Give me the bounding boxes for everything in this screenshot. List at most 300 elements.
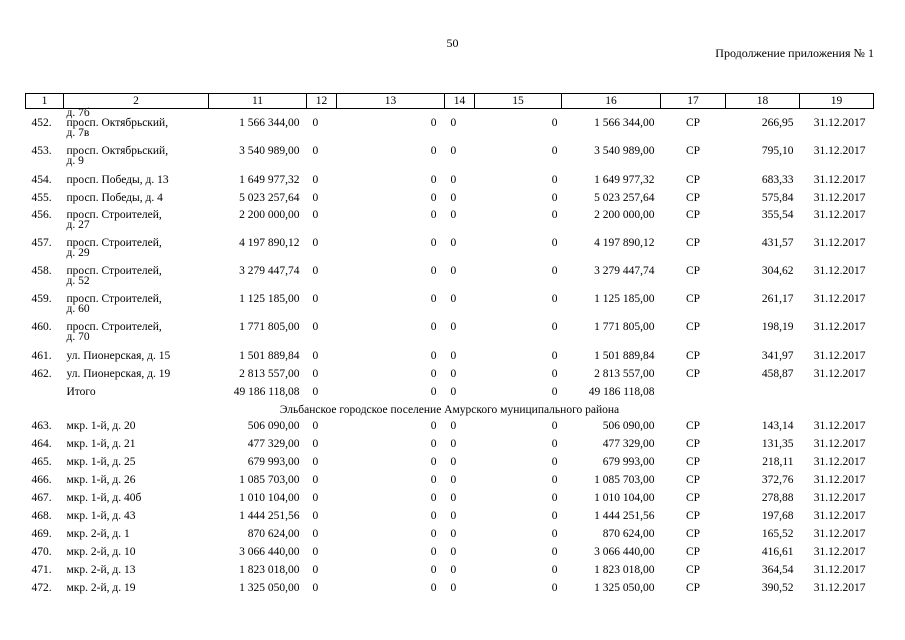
value-cell: 0 [450,368,457,380]
address-line: просп. Строителей, [66,209,162,221]
date-cell: 31.12.2017 [813,321,866,333]
value-cell: 0 [551,456,558,468]
date-cell: 31.12.2017 [813,492,866,504]
value-cell: 5 023 257,64 [239,192,300,204]
code-cell: СР [685,456,701,468]
value-cell: 1 010 104,00 [239,492,300,504]
value-cell: 0 [430,117,437,129]
column-header: 11 [209,94,307,109]
value-cell: 0 [430,145,437,157]
value-cell: 0 [312,510,319,522]
code-cell: СР [685,237,701,249]
row-number: 464. [31,438,52,450]
value-cell: 131,35 [761,438,794,450]
column-header: 14 [445,94,475,109]
value-cell: 1 444 251,56 [594,510,655,522]
column-header: 12 [307,94,337,109]
value-cell: 0 [450,209,457,221]
value-cell: 0 [450,350,457,362]
row-number: 466. [31,474,52,486]
date-cell: 31.12.2017 [813,209,866,221]
code-cell: СР [685,192,701,204]
value-cell: 0 [551,174,558,186]
value-cell: 372,76 [761,474,794,486]
row-number: 467. [31,492,52,504]
date-cell: 31.12.2017 [813,117,866,129]
value-cell: 1 649 977,32 [594,174,655,186]
value-cell: 1 823 018,00 [239,564,300,576]
value-cell: 1 325 050,00 [239,582,300,594]
value-cell: 0 [430,510,437,522]
address-cell [64,420,209,438]
date-cell: 31.12.2017 [813,368,866,380]
row-number: 462. [31,368,52,380]
table-row [26,528,874,546]
address-cell [64,368,209,386]
row-number: 458. [31,265,52,277]
address-line: д. 70 [66,331,90,343]
data-table [25,93,874,600]
value-cell: 0 [551,293,558,305]
value-cell: 3 066 440,00 [239,546,300,558]
value-cell: 679 993,00 [602,456,655,468]
value-cell: 1 501 889,84 [594,350,655,362]
value-cell: 0 [312,192,319,204]
section-title: Эльбанское городское поселение Амурского муниципального района [279,404,620,416]
empty-cell [661,386,726,404]
address-line: д. 29 [66,247,90,259]
value-cell: 0 [551,528,558,540]
row-number: 470. [31,546,52,558]
total-value: 0 [312,386,319,398]
value-cell: 0 [551,564,558,576]
value-cell: 0 [450,265,457,277]
table-row [26,474,874,492]
value-cell: 0 [312,528,319,540]
column-header: 15 [475,94,562,109]
address-line: просп. Строителей, [66,237,162,249]
value-cell: 0 [312,321,319,333]
row-number: 456. [31,209,52,221]
value-cell: 0 [312,546,319,558]
table-row [26,456,874,474]
row-number: 463. [31,420,52,432]
table-row [26,438,874,456]
value-cell: 0 [430,456,437,468]
value-cell: 575,84 [761,192,794,204]
date-cell: 31.12.2017 [813,474,866,486]
empty-cell [26,386,64,404]
value-cell: 197,68 [761,510,794,522]
value-cell: 0 [450,174,457,186]
table-row [26,564,874,582]
value-cell: 1 325 050,00 [594,582,655,594]
value-cell: 0 [430,321,437,333]
address-cell [64,564,209,582]
value-cell: 1 125 185,00 [594,293,655,305]
value-cell: 0 [450,492,457,504]
value-cell: 0 [430,420,437,432]
value-cell: 0 [450,145,457,157]
column-header: 13 [337,94,445,109]
table-row [26,368,874,386]
value-cell: 0 [430,237,437,249]
value-cell: 278,88 [761,492,794,504]
value-cell: 1 771 805,00 [594,321,655,333]
continuation-note: Продолжение приложения № 1 [715,46,874,60]
value-cell: 0 [450,237,457,249]
address-cell [64,266,209,294]
value-cell: 2 200 000,00 [594,209,655,221]
value-cell: 416,61 [761,546,794,558]
address-cell [64,294,209,322]
table-row [26,492,874,510]
value-cell: 0 [450,474,457,486]
value-cell: 0 [450,582,457,594]
value-cell: 0 [551,350,558,362]
value-cell: 0 [430,174,437,186]
value-cell: 0 [551,192,558,204]
total-value: 49 186 118,08 [233,386,300,398]
value-cell: 198,19 [761,321,794,333]
value-cell: 506 090,00 [602,420,655,432]
address-cell [64,474,209,492]
row-number: 452. [31,117,52,129]
code-cell: СР [685,474,701,486]
address-line: просп. Победы, д. 13 [66,174,169,186]
value-cell: 218,11 [762,456,794,468]
row-number: 469. [31,528,52,540]
value-cell: 0 [450,528,457,540]
code-cell: СР [685,209,701,221]
value-cell: 3 279 447,74 [594,265,655,277]
value-cell: 0 [430,350,437,362]
value-cell: 0 [551,117,558,129]
value-cell: 477 329,00 [247,438,300,450]
code-cell: СР [685,174,701,186]
address-line: ул. Пионерская, д. 15 [66,350,171,362]
address-line: просп. Октябрьский, [66,145,169,157]
value-cell: 0 [450,192,457,204]
value-cell: 0 [430,546,437,558]
value-cell: 0 [450,564,457,576]
value-cell: 4 197 890,12 [239,237,300,249]
code-cell: СР [685,564,701,576]
value-cell: 0 [430,528,437,540]
row-number: 459. [31,293,52,305]
value-cell: 0 [312,474,319,486]
address-cell [64,510,209,528]
code-cell: СР [685,117,701,129]
address-fragment: д. 7б [66,107,90,119]
total-label: Итого [66,386,96,398]
date-cell: 31.12.2017 [813,528,866,540]
value-cell: 3 279 447,74 [239,265,300,277]
value-cell: 1 771 805,00 [239,321,300,333]
table-row [26,510,874,528]
column-header: 1 [26,94,64,109]
address-line: д. 27 [66,219,90,231]
table-row [26,420,874,438]
date-cell: 31.12.2017 [813,582,866,594]
value-cell: 0 [450,117,457,129]
value-cell: 0 [551,546,558,558]
value-cell: 0 [551,510,558,522]
value-cell: 0 [312,492,319,504]
value-cell: 0 [450,546,457,558]
value-cell: 261,17 [761,293,794,305]
value-cell: 0 [551,438,558,450]
value-cell: 1 010 104,00 [594,492,655,504]
value-cell: 364,54 [761,564,794,576]
column-header: 17 [661,94,726,109]
address-cell [64,192,209,210]
value-cell: 0 [430,474,437,486]
address-line: просп. Победы, д. 4 [66,192,163,204]
value-cell: 0 [430,192,437,204]
value-cell: 2 813 557,00 [239,368,300,380]
address-cell [64,350,209,368]
code-cell: СР [685,368,701,380]
value-cell: 870 624,00 [602,528,655,540]
value-cell: 1 649 977,32 [239,174,300,186]
row-number: 472. [31,582,52,594]
address-cell [64,438,209,456]
table-row [26,118,874,146]
value-cell: 0 [430,293,437,305]
empty-cell [800,386,874,404]
row-number: 460. [31,321,52,333]
value-cell: 266,95 [761,117,794,129]
address-line: д. 9 [66,155,84,167]
address-cell [64,492,209,510]
value-cell: 341,97 [761,350,794,362]
value-cell: 431,57 [761,237,794,249]
row-number: 454. [31,174,52,186]
address-cell [64,582,209,600]
address-line: ул. Пионерская, д. 19 [66,368,171,380]
address-line: д. 60 [66,303,90,315]
table-row [26,192,874,210]
code-cell: СР [685,350,701,362]
table-row [26,582,874,600]
address-line: мкр. 1-й, д. 43 [66,510,136,522]
value-cell: 1 823 018,00 [594,564,655,576]
table-row [26,350,874,368]
value-cell: 0 [450,438,457,450]
value-cell: 683,33 [761,174,794,186]
value-cell: 0 [551,420,558,432]
value-cell: 3 540 989,00 [239,145,300,157]
value-cell: 3 540 989,00 [594,145,655,157]
date-cell: 31.12.2017 [813,420,866,432]
total-row [26,386,874,404]
value-cell: 0 [430,209,437,221]
date-cell: 31.12.2017 [813,546,866,558]
value-cell: 0 [430,564,437,576]
table-row [26,266,874,294]
value-cell: 0 [430,582,437,594]
date-cell: 31.12.2017 [813,510,866,522]
value-cell: 3 066 440,00 [594,546,655,558]
value-cell: 458,87 [761,368,794,380]
date-cell: 31.12.2017 [813,192,866,204]
table-row [26,146,874,174]
date-cell: 31.12.2017 [813,174,866,186]
header-row [26,94,874,109]
address-line: просп. Октябрьский, [66,117,169,129]
total-value: 0 [430,386,437,398]
address-line: мкр. 1-й, д. 21 [66,438,136,450]
value-cell: 0 [551,209,558,221]
column-header: 2 [64,94,209,109]
value-cell: 0 [551,582,558,594]
value-cell: 1 085 703,00 [594,474,655,486]
value-cell: 1 566 344,00 [239,117,300,129]
table-row [26,210,874,238]
value-cell: 0 [312,174,319,186]
value-cell: 304,62 [761,265,794,277]
value-cell: 0 [450,510,457,522]
address-line: мкр. 2-й, д. 10 [66,546,136,558]
value-cell: 5 023 257,64 [594,192,655,204]
value-cell: 0 [551,474,558,486]
value-cell: 165,52 [761,528,794,540]
code-cell: СР [685,528,701,540]
value-cell: 0 [450,456,457,468]
code-cell: СР [685,145,701,157]
value-cell: 0 [312,117,319,129]
total-value: 49 186 118,08 [588,386,655,398]
value-cell: 0 [551,321,558,333]
address-line: просп. Строителей, [66,321,162,333]
section-row [26,404,874,420]
value-cell: 0 [430,438,437,450]
value-cell: 0 [312,564,319,576]
value-cell: 0 [312,350,319,362]
column-header: 19 [800,94,874,109]
address-cell [64,456,209,474]
address-cell [64,546,209,564]
address-line: мкр. 2-й, д. 1 [66,528,130,540]
value-cell: 506 090,00 [247,420,300,432]
value-cell: 1 444 251,56 [239,510,300,522]
column-header: 16 [562,94,661,109]
value-cell: 0 [312,293,319,305]
value-cell: 0 [312,237,319,249]
code-cell: СР [685,321,701,333]
address-cell [64,528,209,546]
address-line: просп. Строителей, [66,265,162,277]
value-cell: 0 [312,368,319,380]
value-cell: 0 [551,145,558,157]
address-cell [64,118,209,146]
date-cell: 31.12.2017 [813,293,866,305]
value-cell: 355,54 [761,209,794,221]
code-cell: СР [685,265,701,277]
date-cell: 31.12.2017 [813,350,866,362]
value-cell: 143,14 [761,420,794,432]
date-cell: 31.12.2017 [813,564,866,576]
value-cell: 477 329,00 [602,438,655,450]
row-number: 465. [31,456,52,468]
value-cell: 0 [450,420,457,432]
code-cell: СР [685,293,701,305]
page-number: 50 [446,36,459,50]
code-cell: СР [685,582,701,594]
table-row [26,174,874,192]
address-line: мкр. 1-й, д. 20 [66,420,136,432]
date-cell: 31.12.2017 [813,456,866,468]
row-number: 468. [31,510,52,522]
date-cell: 31.12.2017 [813,237,866,249]
row-number: 453. [31,145,52,157]
value-cell: 0 [450,293,457,305]
value-cell: 0 [312,209,319,221]
value-cell: 0 [551,492,558,504]
address-cell [64,238,209,266]
value-cell: 795,10 [761,145,794,157]
address-line: просп. Строителей, [66,293,162,305]
code-cell: СР [685,420,701,432]
date-cell: 31.12.2017 [813,145,866,157]
address-line: д. 52 [66,275,90,287]
column-header: 18 [726,94,800,109]
value-cell: 870 624,00 [247,528,300,540]
value-cell: 1 501 889,84 [239,350,300,362]
value-cell: 679 993,00 [247,456,300,468]
value-cell: 0 [551,368,558,380]
value-cell: 0 [312,438,319,450]
address-line: мкр. 2-й, д. 13 [66,564,136,576]
address-cell [64,210,209,238]
row-number: 471. [31,564,52,576]
table-row [26,546,874,564]
value-cell: 0 [312,145,319,157]
table-row [26,238,874,266]
table-row [26,294,874,322]
row-number: 457. [31,237,52,249]
value-cell: 0 [450,321,457,333]
value-cell: 1 566 344,00 [594,117,655,129]
value-cell: 390,52 [761,582,794,594]
value-cell: 1 125 185,00 [239,293,300,305]
empty-cell [726,386,800,404]
date-cell: 31.12.2017 [813,265,866,277]
address-cell [64,174,209,192]
value-cell: 0 [551,265,558,277]
address-cell [64,146,209,174]
total-value: 0 [551,386,558,398]
value-cell: 0 [430,492,437,504]
value-cell: 0 [551,237,558,249]
address-line: мкр. 2-й, д. 19 [66,582,136,594]
address-line: мкр. 1-й, д. 26 [66,474,136,486]
value-cell: 2 813 557,00 [594,368,655,380]
row-number: 455. [31,192,52,204]
row-number: 461. [31,350,52,362]
value-cell: 0 [312,582,319,594]
value-cell: 0 [312,420,319,432]
value-cell: 0 [430,368,437,380]
value-cell: 0 [430,265,437,277]
address-line: мкр. 1-й, д. 40б [66,492,142,504]
code-cell: СР [685,438,701,450]
code-cell: СР [685,546,701,558]
value-cell: 0 [312,265,319,277]
value-cell: 1 085 703,00 [239,474,300,486]
code-cell: СР [685,492,701,504]
